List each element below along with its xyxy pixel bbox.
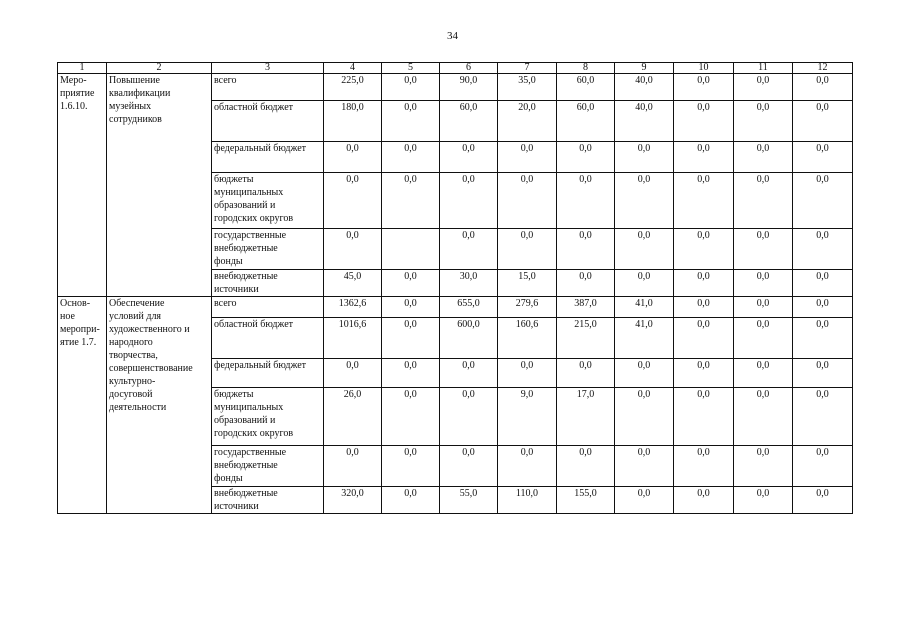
amount-cell: 0,0 bbox=[557, 270, 615, 297]
amount-cell: 0,0 bbox=[734, 487, 793, 514]
text-line: фонды bbox=[214, 256, 243, 267]
amount-cell: 0,0 bbox=[793, 142, 853, 173]
amount-cell: 0,0 bbox=[382, 388, 440, 446]
amount-cell: 0,0 bbox=[734, 297, 793, 318]
text-line: художественного и bbox=[109, 324, 190, 335]
amount-cell: 655,0 bbox=[440, 297, 498, 318]
amount-cell: 0,0 bbox=[440, 173, 498, 229]
amount-cell: 0,0 bbox=[440, 229, 498, 270]
amount-cell: 0,0 bbox=[324, 359, 382, 388]
amount-cell: 0,0 bbox=[382, 446, 440, 487]
column-header: 4 bbox=[324, 63, 382, 74]
amount-cell: 110,0 bbox=[498, 487, 557, 514]
amount-cell: 0,0 bbox=[382, 74, 440, 101]
amount-cell: 0,0 bbox=[793, 229, 853, 270]
amount-cell: 45,0 bbox=[324, 270, 382, 297]
amount-cell: 0,0 bbox=[440, 359, 498, 388]
amount-cell: 0,0 bbox=[734, 270, 793, 297]
amount-cell: 0,0 bbox=[793, 270, 853, 297]
amount-cell: 0,0 bbox=[793, 487, 853, 514]
text-line: музейных bbox=[109, 101, 152, 112]
text-line: образований и bbox=[214, 415, 276, 426]
amount-cell: 0,0 bbox=[734, 142, 793, 173]
text-line: сотрудников bbox=[109, 114, 162, 125]
text-line: Меро- bbox=[60, 75, 87, 86]
amount-cell: 155,0 bbox=[557, 487, 615, 514]
amount-cell: 30,0 bbox=[440, 270, 498, 297]
amount-cell: 0,0 bbox=[382, 318, 440, 359]
amount-cell: 0,0 bbox=[615, 142, 674, 173]
amount-cell: 0,0 bbox=[734, 229, 793, 270]
text-line: городских округов bbox=[214, 428, 294, 439]
amount-cell bbox=[382, 229, 440, 270]
funding-source bbox=[212, 229, 324, 270]
column-header: 7 bbox=[498, 63, 557, 74]
table-row bbox=[58, 74, 853, 101]
activity-code bbox=[58, 74, 107, 297]
text-line: меропри- bbox=[60, 324, 100, 335]
amount-cell: 0,0 bbox=[674, 101, 734, 142]
text-line: источники bbox=[214, 284, 259, 295]
text-line: образований и bbox=[214, 200, 276, 211]
amount-cell: 0,0 bbox=[382, 487, 440, 514]
amount-cell: 0,0 bbox=[734, 359, 793, 388]
page-number: 34 bbox=[447, 30, 458, 42]
amount-cell: 0,0 bbox=[498, 142, 557, 173]
text-line: совершенствование bbox=[109, 363, 193, 374]
amount-cell: 0,0 bbox=[615, 487, 674, 514]
text-line: государственные bbox=[214, 230, 287, 241]
text-line: квалификации bbox=[109, 88, 171, 99]
amount-cell: 40,0 bbox=[615, 101, 674, 142]
amount-cell: 0,0 bbox=[382, 173, 440, 229]
amount-cell: 320,0 bbox=[324, 487, 382, 514]
amount-cell: 0,0 bbox=[557, 173, 615, 229]
amount-cell: 0,0 bbox=[440, 446, 498, 487]
amount-cell: 0,0 bbox=[734, 101, 793, 142]
amount-cell: 0,0 bbox=[793, 446, 853, 487]
funding-source bbox=[212, 318, 324, 359]
amount-cell: 0,0 bbox=[557, 359, 615, 388]
amount-cell: 0,0 bbox=[674, 173, 734, 229]
funding-source bbox=[212, 359, 324, 388]
amount-cell: 600,0 bbox=[440, 318, 498, 359]
amount-cell: 0,0 bbox=[674, 74, 734, 101]
amount-cell: 1362,6 bbox=[324, 297, 382, 318]
text-line: муниципальных bbox=[214, 187, 284, 198]
amount-cell: 0,0 bbox=[793, 388, 853, 446]
funding-source bbox=[212, 142, 324, 173]
amount-cell: 0,0 bbox=[440, 388, 498, 446]
text-line: деятельности bbox=[109, 402, 167, 413]
amount-cell: 0,0 bbox=[557, 142, 615, 173]
text-line: досуговой bbox=[109, 389, 153, 400]
amount-cell: 9,0 bbox=[498, 388, 557, 446]
text-line: внебюджетные bbox=[214, 460, 278, 471]
amount-cell: 180,0 bbox=[324, 101, 382, 142]
text-line: государственные bbox=[214, 447, 287, 458]
amount-cell: 55,0 bbox=[440, 487, 498, 514]
amount-cell: 0,0 bbox=[674, 359, 734, 388]
column-header: 3 bbox=[212, 63, 324, 74]
funding-source bbox=[212, 74, 324, 101]
amount-cell: 0,0 bbox=[557, 446, 615, 487]
amount-cell: 20,0 bbox=[498, 101, 557, 142]
amount-cell: 0,0 bbox=[674, 297, 734, 318]
amount-cell: 0,0 bbox=[674, 487, 734, 514]
amount-cell: 0,0 bbox=[615, 229, 674, 270]
amount-cell: 0,0 bbox=[382, 297, 440, 318]
text-line: бюджеты bbox=[214, 174, 254, 185]
text-line: народного bbox=[109, 337, 153, 348]
column-header: 8 bbox=[557, 63, 615, 74]
amount-cell: 0,0 bbox=[557, 229, 615, 270]
amount-cell: 60,0 bbox=[557, 101, 615, 142]
activity-code bbox=[58, 297, 107, 514]
table-row bbox=[58, 297, 853, 318]
text-line: внебюджетные bbox=[214, 243, 278, 254]
text-line: источники bbox=[214, 501, 259, 512]
amount-cell: 0,0 bbox=[734, 173, 793, 229]
amount-cell: 0,0 bbox=[615, 359, 674, 388]
amount-cell: 0,0 bbox=[793, 359, 853, 388]
text-line: федеральный бюджет bbox=[214, 360, 307, 371]
column-number-row bbox=[58, 63, 853, 74]
amount-cell: 0,0 bbox=[498, 173, 557, 229]
amount-cell: 0,0 bbox=[382, 142, 440, 173]
text-line: Основ- bbox=[60, 298, 91, 309]
table-body bbox=[58, 74, 853, 514]
amount-cell: 41,0 bbox=[615, 318, 674, 359]
amount-cell: 279,6 bbox=[498, 297, 557, 318]
activity-title bbox=[107, 297, 212, 514]
text-line: ное bbox=[60, 311, 75, 322]
amount-cell: 0,0 bbox=[382, 359, 440, 388]
amount-cell: 40,0 bbox=[615, 74, 674, 101]
funding-source bbox=[212, 101, 324, 142]
text-line: областной бюджет bbox=[214, 319, 294, 330]
amount-cell: 0,0 bbox=[382, 101, 440, 142]
amount-cell: 0,0 bbox=[734, 446, 793, 487]
amount-cell: 0,0 bbox=[674, 388, 734, 446]
amount-cell: 0,0 bbox=[734, 318, 793, 359]
amount-cell: 60,0 bbox=[557, 74, 615, 101]
amount-cell: 0,0 bbox=[793, 318, 853, 359]
amount-cell: 26,0 bbox=[324, 388, 382, 446]
amount-cell: 0,0 bbox=[734, 388, 793, 446]
column-header: 9 bbox=[615, 63, 674, 74]
amount-cell: 0,0 bbox=[674, 318, 734, 359]
amount-cell: 160,6 bbox=[498, 318, 557, 359]
column-header: 2 bbox=[107, 63, 212, 74]
text-line: внебюджетные bbox=[214, 271, 278, 282]
text-line: федеральный бюджет bbox=[214, 143, 307, 154]
amount-cell: 60,0 bbox=[440, 101, 498, 142]
amount-cell: 0,0 bbox=[793, 101, 853, 142]
amount-cell: 0,0 bbox=[615, 388, 674, 446]
funding-source bbox=[212, 388, 324, 446]
amount-cell: 41,0 bbox=[615, 297, 674, 318]
amount-cell: 0,0 bbox=[674, 270, 734, 297]
text-line: внебюджетные bbox=[214, 488, 278, 499]
text-line: 1.6.10. bbox=[60, 101, 88, 112]
amount-cell: 0,0 bbox=[793, 173, 853, 229]
column-header: 10 bbox=[674, 63, 734, 74]
amount-cell: 0,0 bbox=[674, 229, 734, 270]
amount-cell: 90,0 bbox=[440, 74, 498, 101]
amount-cell: 225,0 bbox=[324, 74, 382, 101]
amount-cell: 0,0 bbox=[382, 270, 440, 297]
column-header: 11 bbox=[734, 63, 793, 74]
funding-source bbox=[212, 173, 324, 229]
column-header: 5 bbox=[382, 63, 440, 74]
text-line: условий для bbox=[109, 311, 162, 322]
amount-cell: 0,0 bbox=[498, 229, 557, 270]
amount-cell: 17,0 bbox=[557, 388, 615, 446]
amount-cell: 0,0 bbox=[615, 173, 674, 229]
funding-source bbox=[212, 446, 324, 487]
amount-cell: 0,0 bbox=[498, 446, 557, 487]
amount-cell: 0,0 bbox=[324, 229, 382, 270]
amount-cell: 0,0 bbox=[674, 446, 734, 487]
amount-cell: 0,0 bbox=[324, 173, 382, 229]
text-line: всего bbox=[214, 75, 237, 86]
text-line: всего bbox=[214, 298, 237, 309]
funding-source bbox=[212, 297, 324, 318]
column-header: 1 bbox=[58, 63, 107, 74]
amount-cell: 387,0 bbox=[557, 297, 615, 318]
text-line: Обеспечение bbox=[109, 298, 165, 309]
amount-cell: 0,0 bbox=[615, 446, 674, 487]
text-line: творчества, bbox=[109, 350, 158, 361]
amount-cell: 0,0 bbox=[793, 297, 853, 318]
text-line: бюджеты bbox=[214, 389, 254, 400]
funding-source bbox=[212, 487, 324, 514]
amount-cell: 1016,6 bbox=[324, 318, 382, 359]
activity-title bbox=[107, 74, 212, 297]
text-line: областной бюджет bbox=[214, 102, 294, 113]
text-line: муниципальных bbox=[214, 402, 284, 413]
text-line: приятие bbox=[60, 88, 95, 99]
text-line: культурно- bbox=[109, 376, 156, 387]
amount-cell: 215,0 bbox=[557, 318, 615, 359]
amount-cell: 0,0 bbox=[324, 446, 382, 487]
text-line: Повышение bbox=[109, 75, 160, 86]
budget-table bbox=[57, 62, 853, 514]
amount-cell: 0,0 bbox=[440, 142, 498, 173]
amount-cell: 0,0 bbox=[324, 142, 382, 173]
funding-source bbox=[212, 270, 324, 297]
text-line: городских округов bbox=[214, 213, 294, 224]
amount-cell: 0,0 bbox=[793, 74, 853, 101]
column-header: 6 bbox=[440, 63, 498, 74]
amount-cell: 0,0 bbox=[498, 359, 557, 388]
amount-cell: 0,0 bbox=[674, 142, 734, 173]
amount-cell: 0,0 bbox=[615, 270, 674, 297]
text-line: фонды bbox=[214, 473, 243, 484]
text-line: ятие 1.7. bbox=[60, 337, 97, 348]
amount-cell: 35,0 bbox=[498, 74, 557, 101]
amount-cell: 0,0 bbox=[734, 74, 793, 101]
amount-cell: 15,0 bbox=[498, 270, 557, 297]
column-header: 12 bbox=[793, 63, 853, 74]
